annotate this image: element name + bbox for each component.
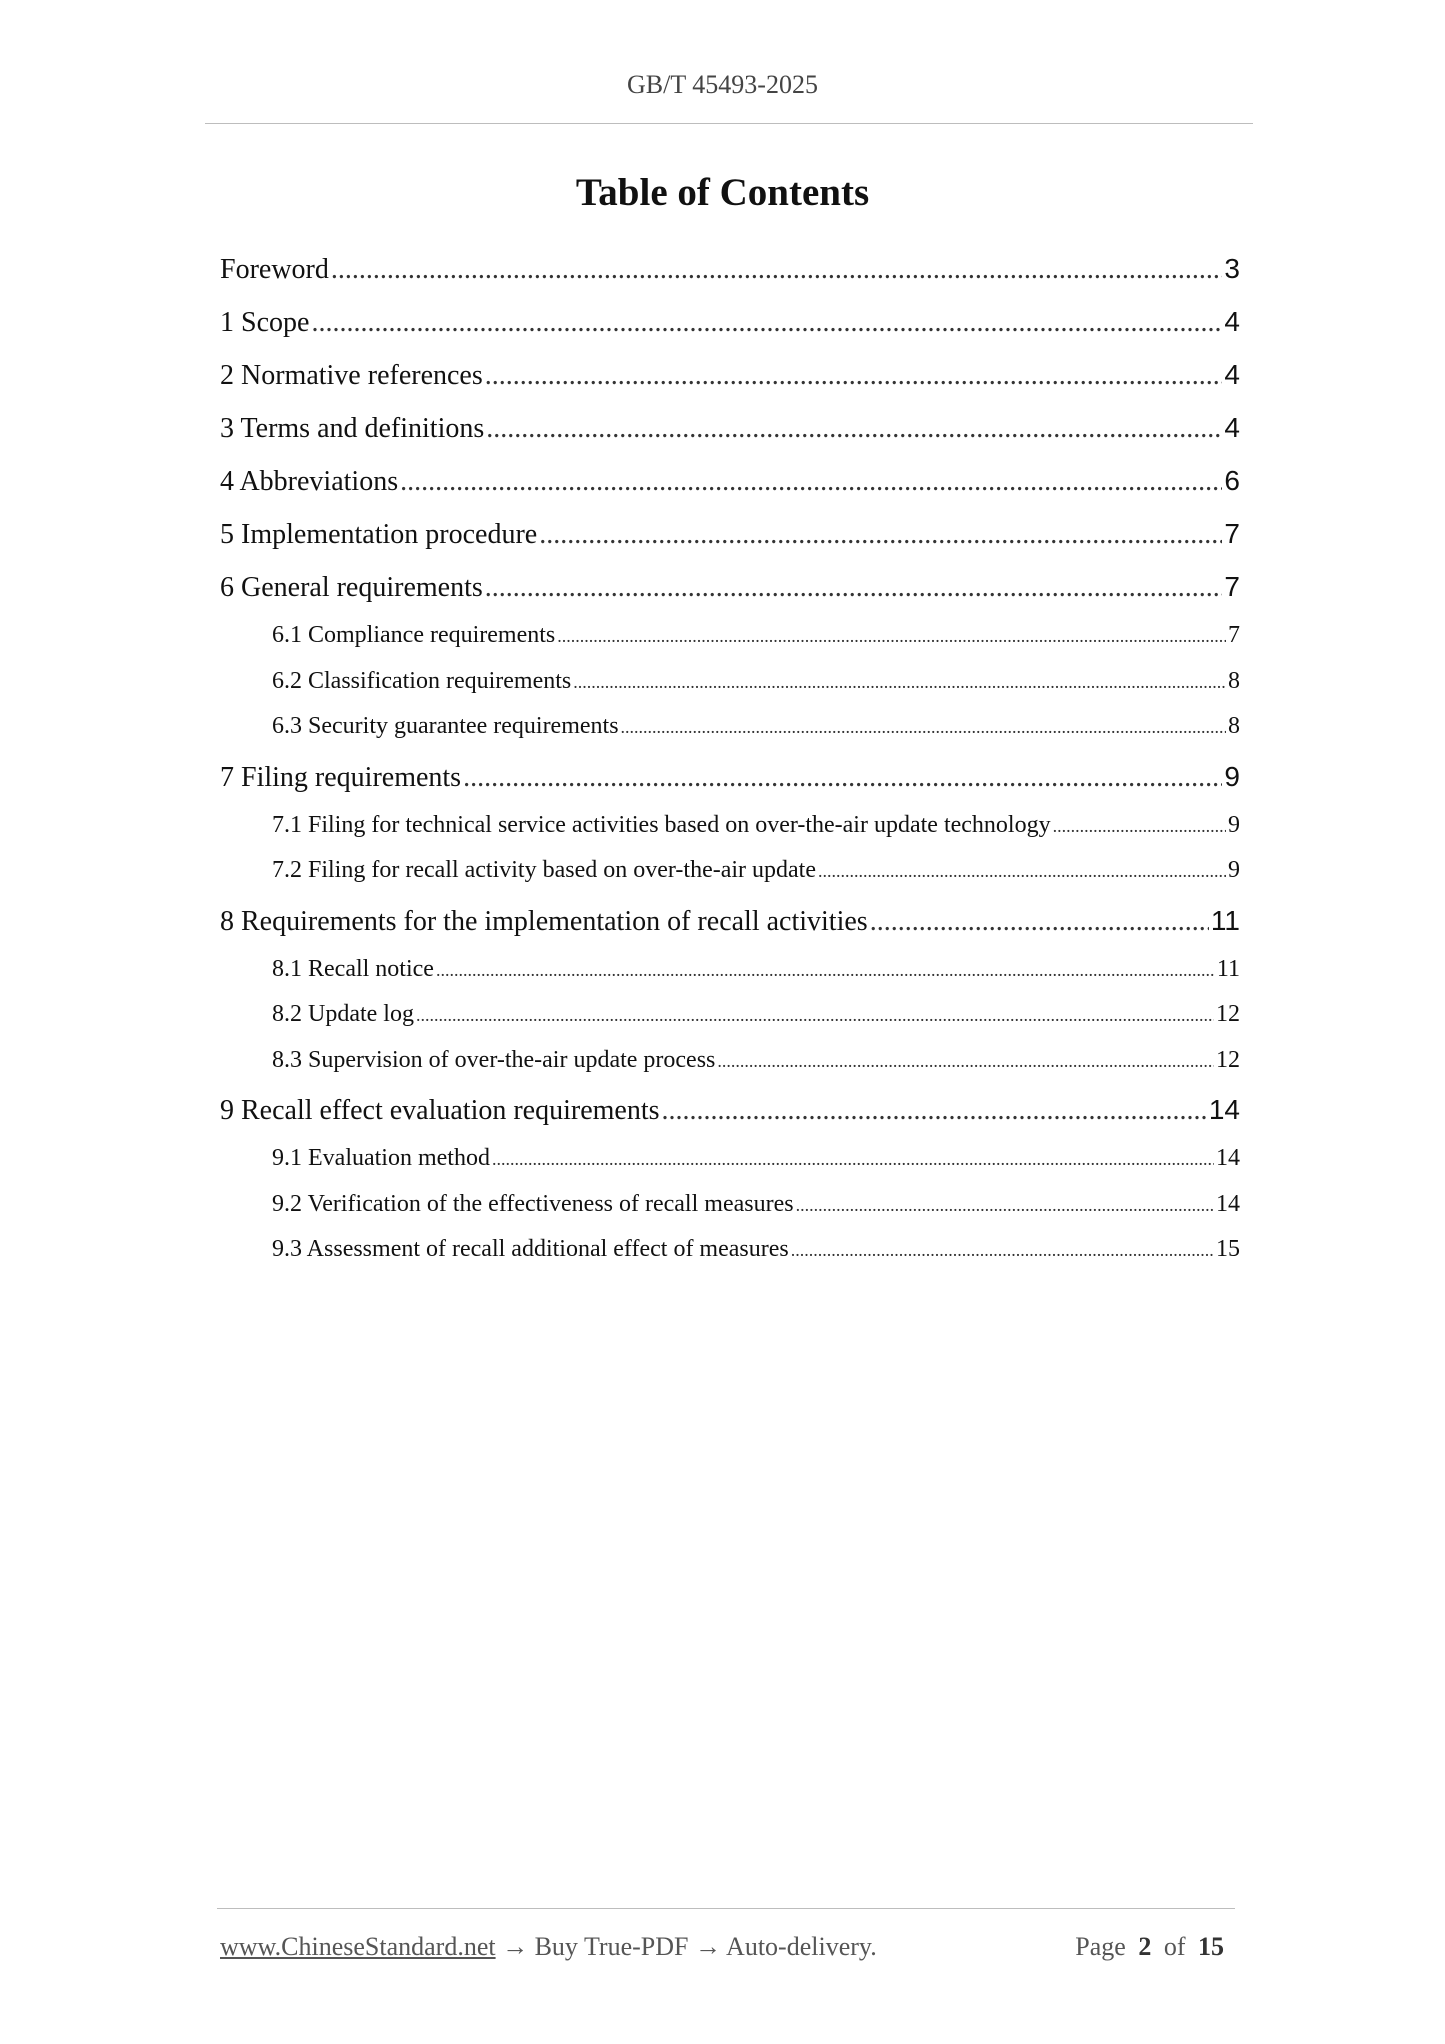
- toc-entry-page: 7: [1224, 518, 1240, 549]
- toc-entry-page: 6: [1224, 465, 1240, 496]
- toc-entry-page: 12: [1216, 1046, 1240, 1073]
- toc-entry-label: 2 Normative references: [220, 360, 483, 391]
- toc-dot-leader: [870, 895, 1209, 948]
- page-indicator: [1075, 1932, 1230, 1962]
- toc-entry[interactable]: [220, 750, 1240, 803]
- page-word: Page: [1075, 1932, 1126, 1961]
- footer-promo: [220, 1932, 877, 1962]
- toc-entry[interactable]: [220, 992, 1240, 1038]
- toc-entry[interactable]: [220, 613, 1240, 659]
- toc-entry-label: Foreword: [220, 254, 329, 285]
- footer-rule: [217, 1908, 1235, 1909]
- toc-entry-page: 4: [1224, 412, 1240, 443]
- toc-entry[interactable]: [220, 659, 1240, 705]
- toc-entry[interactable]: [220, 1182, 1240, 1228]
- toc-entry-page: 8: [1228, 713, 1240, 739]
- toc-entry-page: 8: [1228, 667, 1240, 694]
- toc-entry-label: 8 Requirements for the implementation of recall activities: [220, 905, 868, 937]
- toc-entry-page: 4: [1224, 306, 1240, 337]
- toc-dot-leader: [539, 508, 1222, 561]
- toc-entry-page: 9: [1228, 811, 1240, 838]
- toc-entry-label: 6.3 Security guarantee requirements: [272, 713, 619, 739]
- toc-entry-page: 14: [1208, 1094, 1240, 1125]
- toc-entry[interactable]: [220, 894, 1240, 947]
- toc-dot-leader: [436, 948, 1215, 994]
- toc-entry[interactable]: [220, 1083, 1240, 1136]
- toc-entry-page: 14: [1216, 1190, 1240, 1217]
- running-header: GB/T 45493-2025: [627, 70, 818, 99]
- toc-entry[interactable]: [220, 401, 1240, 454]
- toc-dot-leader: [717, 1039, 1214, 1085]
- toc-entry-page: 9: [1224, 760, 1240, 792]
- toc-entry[interactable]: [220, 947, 1240, 993]
- toc-entry[interactable]: [220, 560, 1240, 613]
- toc-entry-label: 9.2 Verification of the effectiveness of recall measures: [272, 1190, 794, 1217]
- toc-entry-label: 8.2 Update log: [272, 1001, 414, 1027]
- toc-dot-leader: [662, 1084, 1207, 1137]
- toc-entry-label: 6.1 Compliance requirements: [272, 622, 556, 648]
- toc-entry-label: 8.1 Recall notice: [272, 955, 434, 982]
- toc-entry-page: 9: [1228, 857, 1240, 883]
- toc-entry-page: 14: [1216, 1145, 1240, 1171]
- toc-dot-leader: [331, 243, 1223, 296]
- toc-entry-label: 5 Implementation procedure: [220, 519, 538, 550]
- toc-entry-label: 4 Abbreviations: [220, 466, 399, 497]
- toc-dot-leader: [796, 1183, 1214, 1229]
- toc-entry[interactable]: [220, 507, 1240, 560]
- toc-entry-label: 8.3 Supervision of over-the-air update process: [272, 1046, 716, 1073]
- toc-entry-page: 4: [1224, 359, 1240, 390]
- header-rule: [205, 123, 1253, 124]
- toc-entry[interactable]: [220, 242, 1240, 295]
- toc-entry-label: 9.1 Evaluation method: [272, 1145, 490, 1171]
- toc-entry-page: 15: [1216, 1236, 1240, 1262]
- toc-entry[interactable]: [220, 1227, 1240, 1273]
- toc-entry-page: 11: [1210, 904, 1240, 936]
- toc-dot-leader: [311, 296, 1222, 349]
- footer-promo-text: → Buy True-PDF → Auto-delivery.: [495, 1932, 877, 1961]
- toc-dot-leader: [416, 993, 1214, 1039]
- toc-entry-label: 7.1 Filing for technical service activities based on over-the-air update technology: [272, 811, 1051, 838]
- toc-entry[interactable]: [220, 1038, 1240, 1084]
- toc-entry[interactable]: [220, 348, 1240, 401]
- toc-entry-page: 3: [1224, 253, 1240, 284]
- of-word: of: [1163, 1932, 1186, 1961]
- toc-title: Table of Contents: [575, 171, 870, 214]
- toc-entry-label: 6 General requirements: [220, 572, 483, 603]
- toc-dot-leader: [400, 455, 1222, 508]
- toc-entry[interactable]: [220, 704, 1240, 750]
- toc-entry-label: 7 Filing requirements: [220, 761, 462, 793]
- toc-entry-page: 12: [1216, 1001, 1240, 1027]
- toc-dot-leader: [791, 1228, 1214, 1274]
- toc-entry-page: 11: [1216, 955, 1240, 982]
- toc-entry-label: 6.2 Classification requirements: [272, 667, 572, 694]
- toc-dot-leader: [1053, 804, 1226, 850]
- toc-dot-leader: [621, 705, 1226, 751]
- page-current: 2: [1138, 1932, 1152, 1961]
- toc-dot-leader: [492, 1137, 1214, 1183]
- toc-entry-page: 7: [1228, 622, 1240, 648]
- toc-dot-leader: [818, 849, 1226, 895]
- toc-entry-label: 9.3 Assessment of recall additional effect of measures: [272, 1236, 789, 1262]
- toc-entry[interactable]: [220, 1136, 1240, 1182]
- page-total: 15: [1198, 1932, 1224, 1961]
- toc-entry-label: 1 Scope: [220, 307, 310, 338]
- toc-entry[interactable]: [220, 848, 1240, 894]
- toc-entry-label: 9 Recall effect evaluation requirements: [220, 1095, 660, 1126]
- toc-entry-page: 7: [1224, 571, 1240, 602]
- toc-entry-label: 7.2 Filing for recall activity based on over-the-air update: [272, 857, 816, 883]
- toc-entry[interactable]: [220, 295, 1240, 348]
- toc-dot-leader: [486, 402, 1222, 455]
- toc-entry[interactable]: [220, 454, 1240, 507]
- website-link[interactable]: www.ChineseStandard.net: [220, 1932, 496, 1961]
- toc-dot-leader: [557, 614, 1226, 660]
- toc-dot-leader: [485, 349, 1223, 402]
- toc-entry[interactable]: [220, 803, 1240, 849]
- toc-dot-leader: [485, 561, 1223, 614]
- toc-entry-label: 3 Terms and definitions: [220, 413, 485, 444]
- toc-list: [220, 242, 1240, 1273]
- toc-dot-leader: [463, 751, 1222, 804]
- toc-dot-leader: [573, 660, 1226, 706]
